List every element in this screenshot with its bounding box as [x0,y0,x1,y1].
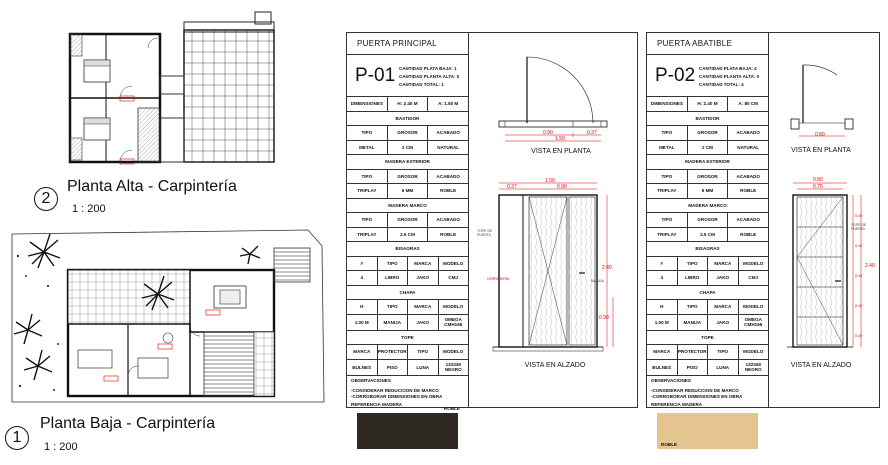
elev-dim-panel-5: 0.47 [855,333,863,338]
col-tipo: TIPO [708,345,739,359]
bastidor-title: BASTIDOR [395,115,420,121]
bisagras-title-row [647,242,768,257]
madera-ext-title-row [347,155,468,170]
col-acabado: ACABADO [436,173,460,179]
elev-dim-right: 0.90 [557,184,567,190]
plan-dim-3: 1.50 [555,136,565,142]
chapa-modelo: OMEGA CMH166 [744,317,763,327]
bisagras-marca: JAKO [708,271,739,285]
madera-ext-grosor: 6 MM [688,184,729,198]
madera-marco-title: MADERA MARCO [388,202,427,208]
madera-ext-acabado: ROBLE [740,188,757,194]
wood-swatch [357,405,460,449]
door-code-block [647,55,768,97]
door-code: P-02 [655,65,696,86]
col-grosor: GROSOR [388,126,429,140]
madera-marco-acabado: ROBLE [440,231,457,237]
upper-plan-title: Planta Alta - Carpintería [67,178,237,195]
door-quantities [399,55,459,96]
bastidor-values-row [347,141,468,156]
tope-protector: PISO [378,360,409,375]
col-tipo: TIPO [347,126,388,140]
tope-tipo: LUNA [708,360,739,375]
plan-dim-1: 0.90 [543,130,553,136]
elev-dim-handle: 0.90 [599,315,609,321]
col-tipo: TIPO [378,257,409,271]
madera-marco-title-row [347,199,468,214]
col-modelo: MODELO [443,349,464,355]
tope-tipo: LUNA [408,360,439,375]
chapa-head-row [647,300,768,315]
chapa-marca: JAKO [708,315,739,330]
madera-ext-title: MADERA EXTERIOR [685,159,730,165]
bisagras-modelo: CMJ [448,275,459,281]
madera-ext-tipo: TRIPLAY [647,184,688,198]
obs-title: OBSERVACIONES [651,377,691,383]
bastidor-acabado: NATURAL [737,144,760,150]
dims-row [347,97,468,112]
chapa-h: 1.00 M [347,315,378,330]
col-tipo: TIPO [378,300,409,314]
col-marca: MARCA [347,345,378,359]
col-acabado: ACABADO [436,217,460,223]
door-quantities [699,55,759,96]
madera-ext-values-row [647,184,768,199]
elev-note-tope: TOPE DE PUERTA [477,229,493,237]
obs-line-1: -CONSIDERAR REDUCCION DE MARCO [351,387,439,393]
col-modelo: MODELO [743,349,764,355]
elev-dim-inner: 0.75 [813,184,823,190]
elev-note-tope: TOPE DE PUERTA [851,223,867,231]
madera-marco-head-row [347,213,468,228]
bastidor-title-row [347,112,468,127]
qty-total: CANTIDAD TOTAL: 1 [399,82,444,87]
madera-ext-tipo: TRIPLAY [347,184,388,198]
obs-line-2: -CORROBORAR DIMENSIONES EN OBRA [651,393,743,399]
bisagras-head-row [347,257,468,272]
bisagras-values-row [647,271,768,286]
bisagras-tipo: LIBRO [678,271,709,285]
madera-marco-tipo: TRIPLAY [647,228,688,242]
dims-label: DIMENSIONES [347,97,388,111]
col-tipo: TIPO [647,213,688,227]
tope-values-row [347,360,468,376]
door-type-title: PUERTA ABATIBLE [647,33,768,55]
tope-title: TOPE [401,334,414,340]
chapa-title-row [347,286,468,301]
door-spec-table [647,33,769,447]
door-code-block [347,55,468,97]
chapa-values-row [347,315,468,331]
col-tipo: TIPO [347,213,388,227]
door-sheet-p02 [646,32,880,447]
chapa-title-row [647,286,768,301]
tope-marca: BULNES [347,360,378,375]
bastidor-acabado: NATURAL [437,144,460,150]
bastidor-title-row [647,112,768,127]
chapa-title: CHAPA [399,289,416,295]
elev-note-cerrajeria: CERRAJERIA [487,277,510,281]
obs-line-2: -CORROBORAR DIMENSIONES EN OBRA [351,393,443,399]
tope-marca: BULNES [647,360,678,375]
madera-ext-grosor: 6 MM [388,184,429,198]
dims-height: H: 2.40 M [688,97,729,111]
door-spec-table [347,33,469,411]
chapa-h: 1.00 M [647,315,678,330]
tope-modelo: 132349 NEGRO [444,362,462,372]
chapa-modelo: OMEGA CMH166 [444,317,463,327]
lower-floor-plan [8,226,328,406]
bastidor-grosor: 2 CM [688,141,729,155]
col-tipo: TIPO [678,257,709,271]
elev-dim-panel-4: 0.47 [855,303,863,308]
lower-plan-scale: 1 : 200 [44,441,78,453]
madera-marco-head-row [647,213,768,228]
ref-title: REFERENCIA MADERA [651,401,703,407]
upper-floor-plan [60,8,280,166]
tope-title: TOPE [701,334,714,340]
upper-plan-scale: 1 : 200 [72,203,106,215]
bastidor-grosor: 2 CM [388,141,429,155]
chapa-title: CHAPA [699,289,716,295]
col-grosor: GROSOR [688,213,729,227]
dims-width: A: 80 CM [738,101,758,107]
view-plan-label: VISTA EN PLANTA [791,147,851,154]
plan-dim-2: 0.37 [587,130,597,136]
col-tipo: TIPO [408,345,439,359]
chapa-tipo: MANIJA [678,315,709,330]
wood-name: ROBLE [443,405,460,411]
bisagras-marca: JAKO [408,271,439,285]
view-elevation-label: VISTA EN ALZADO [524,362,586,369]
col-h: H [347,300,378,314]
madera-ext-title-row [647,155,768,170]
madera-marco-grosor: 2.5 CM [688,228,729,242]
elev-dim-height: 2.40 [865,263,875,269]
madera-marco-values-row [647,228,768,243]
obs-line-1: -CONSIDERAR REDUCCION DE MARCO [651,387,739,393]
bisagras-values-row [347,271,468,286]
dims-label: DIMENSIONES [647,97,688,111]
tope-title-row [347,331,468,346]
qty-low-floor: CANTIDAD PLATA BAJA: 4 [699,66,757,71]
bastidor-tipo: METAL [347,141,388,155]
madera-ext-head-row [347,170,468,185]
madera-marco-values-row [347,228,468,243]
col-marca: MARCA [708,257,739,271]
dims-width: A: 1.50 M [438,101,459,107]
bisagras-tipo: LIBRO [378,271,409,285]
col-modelo: MODELO [743,304,764,310]
door-sheet-p01 [346,32,638,411]
tope-protector: PISO [678,360,709,375]
chapa-tipo: MANIJA [378,315,409,330]
view-plan-label: VISTA EN PLANTA [531,148,591,155]
col-grosor: GROSOR [688,126,729,140]
col-acabado: ACABADO [436,130,460,136]
qty-upper-floor: CANTIDAD PLANTA ALTA: 0 [399,74,460,79]
col-marca: MARCA [708,300,739,314]
wood-name: ROBLE [661,441,678,447]
bastidor-head-row [347,126,468,141]
col-grosor: GROSOR [388,170,429,184]
col-protector: PROTECTOR [678,345,709,359]
col-h: H [647,300,678,314]
bisagras-count: 4 [647,271,678,285]
madera-ext-head-row [647,170,768,185]
bastidor-head-row [647,126,768,141]
elev-dim-width: 1.50 [545,178,555,184]
tope-values-row [647,360,768,376]
qty-total: CANTIDAD TOTAL: 4 [699,82,744,87]
qty-upper-floor: CANTIDAD PLANTA ALTA: 0 [699,74,760,79]
col-protector: PROTECTOR [378,345,409,359]
col-grosor: GROSOR [688,170,729,184]
madera-marco-title-row [647,199,768,214]
elev-dim-left: 0.37 [507,184,517,190]
chapa-head-row [347,300,468,315]
tope-title-row [647,331,768,346]
madera-ext-acabado: ROBLE [440,188,457,194]
lower-plan-title: Planta Baja - Carpintería [40,415,216,432]
elev-dim-panel-1: 0.47 [855,213,863,218]
col-modelo: MODELO [443,304,464,310]
elev-dim-panel-2: 0.47 [855,243,863,248]
col-modelo: MODELO [443,260,464,266]
plan-dim-1: 0.80 [815,132,825,138]
door-plan-view [487,51,627,161]
tope-head-row [647,345,768,360]
upper-plan-number: 2 [34,187,58,211]
door-code: P-01 [355,65,396,86]
col-count: # [347,257,378,271]
tope-head-row [347,345,468,360]
col-marca: MARCA [647,345,678,359]
bisagras-count: 4 [347,271,378,285]
observations [647,376,768,410]
bisagras-modelo: CMJ [748,275,759,281]
col-acabado: ACABADO [736,217,760,223]
madera-marco-acabado: ROBLE [740,231,757,237]
ref-title: REFERENCIA MADERA [351,401,403,407]
elev-dim-panel-3: 0.47 [855,273,863,278]
madera-ext-title: MADERA EXTERIOR [385,159,430,165]
bisagras-head-row [647,257,768,272]
elev-dim-width: 0.80 [813,177,823,183]
elev-dim-height: 2.40 [602,265,612,271]
bisagras-title: BISAGRAS [395,246,420,252]
col-acabado: ACABADO [736,130,760,136]
bisagras-title-row [347,242,468,257]
dims-row [647,97,768,112]
tope-modelo: 132349 NEGRO [744,362,762,372]
qty-low-floor: CANTIDAD PLATA BAJA: 1 [399,66,457,71]
col-tipo: TIPO [678,300,709,314]
madera-marco-tipo: TRIPLAY [347,228,388,242]
elev-note-manija: MANIJA [591,279,604,283]
dims-height: H: 2.40 M [388,97,429,111]
door-elevation-view [783,177,879,361]
col-tipo: TIPO [647,170,688,184]
bisagras-title: BISAGRAS [695,246,720,252]
door-plan-view [779,51,879,161]
bastidor-tipo: METAL [647,141,688,155]
col-count: # [647,257,678,271]
door-type-title: PUERTA PRINCIPAL [347,33,468,55]
view-elevation-label: VISTA EN ALZADO [790,362,852,369]
chapa-marca: JAKO [408,315,439,330]
madera-marco-title: MADERA MARCO [688,202,727,208]
chapa-values-row [647,315,768,331]
bastidor-values-row [647,141,768,156]
col-modelo: MODELO [743,260,764,266]
obs-title: OBSERVACIONES [351,377,391,383]
wood-swatch [657,413,758,449]
col-grosor: GROSOR [388,213,429,227]
lower-plan-number: 1 [5,426,29,450]
madera-marco-grosor: 2.5 CM [388,228,429,242]
col-tipo: TIPO [647,126,688,140]
observations [347,376,468,410]
madera-ext-values-row [347,184,468,199]
bastidor-title: BASTIDOR [695,115,720,121]
col-marca: MARCA [408,300,439,314]
col-acabado: ACABADO [736,173,760,179]
col-marca: MARCA [408,257,439,271]
col-tipo: TIPO [347,170,388,184]
